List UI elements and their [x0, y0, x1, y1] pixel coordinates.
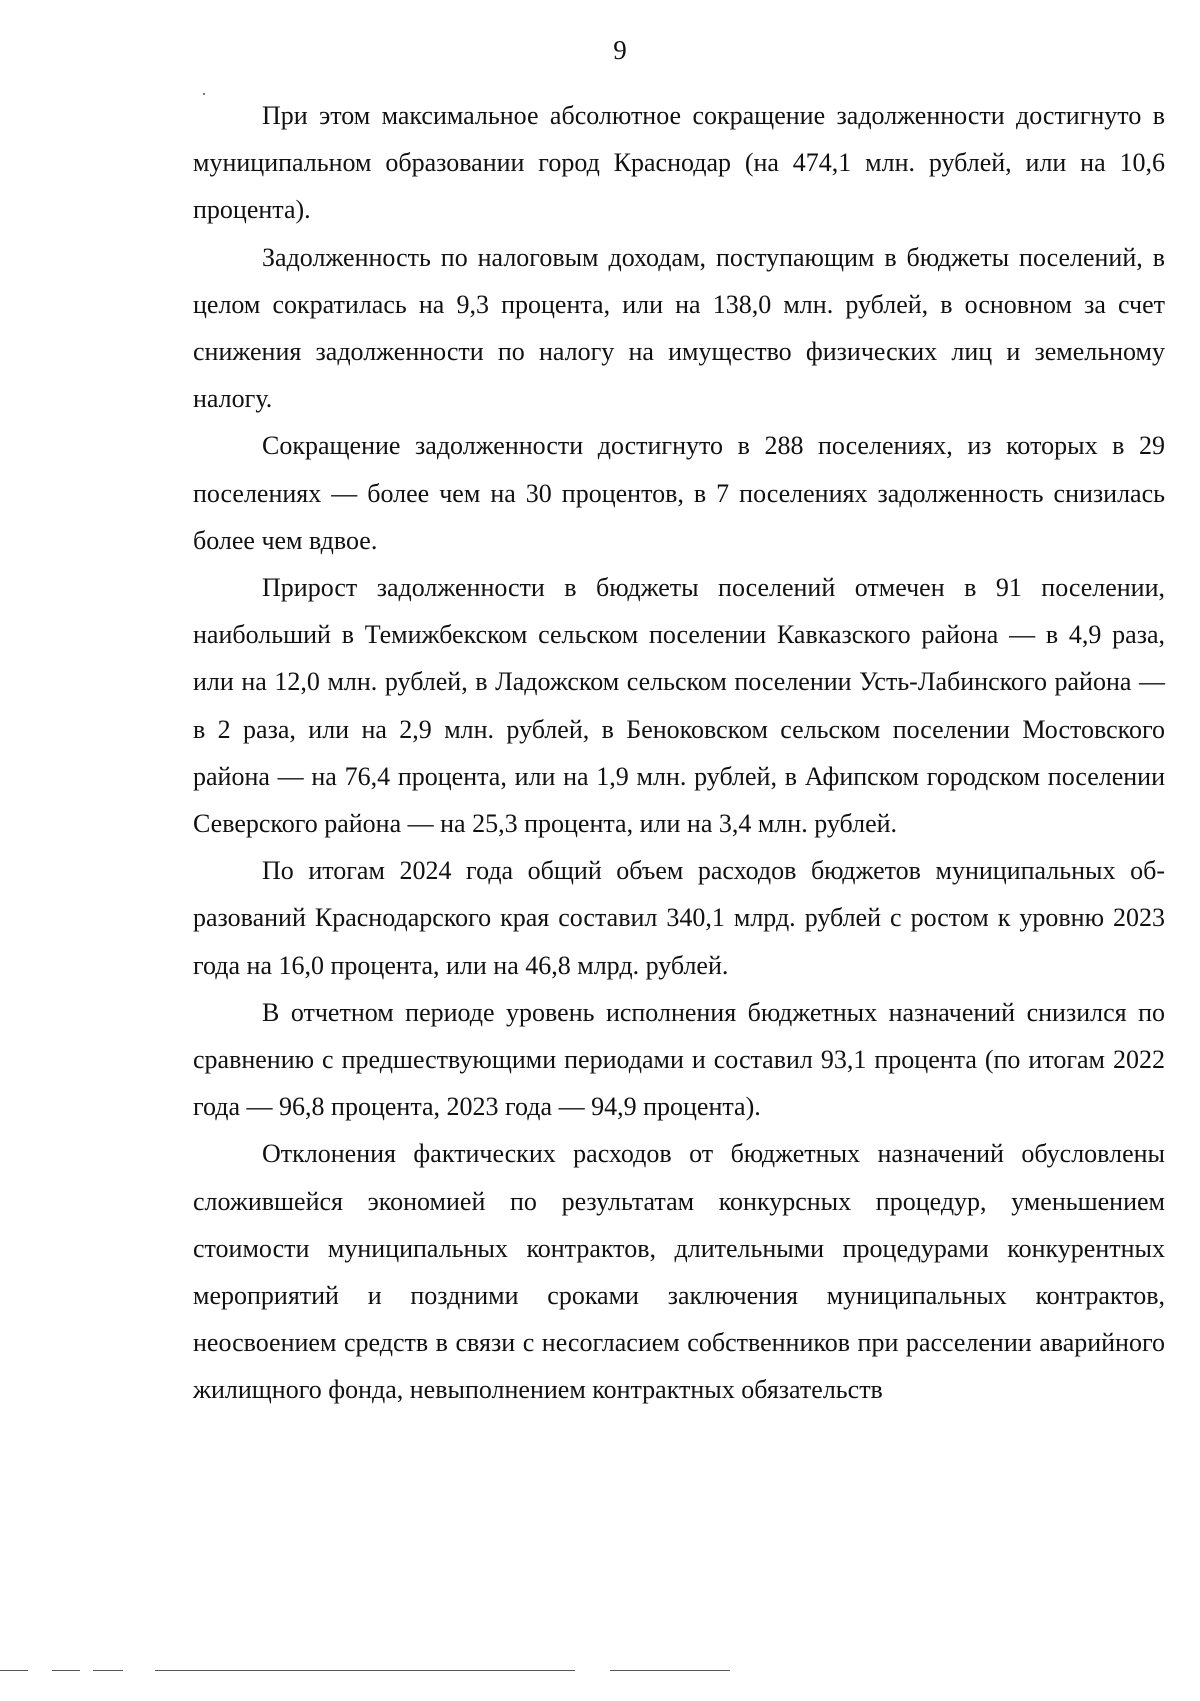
paragraph-2: Задолженность по налоговым доходам, поступающим в бюджеты поселений, в целом сократилась на 9,3 процента, или на 138,0 млн. рублей, в основном за счет снижения задолженности по налогу на имущество физических лиц и земельному налогу.: [193, 242, 1165, 414]
footer-rule-segment: [610, 1670, 730, 1671]
footer-rule-segment: [93, 1670, 123, 1671]
footer-rule-segment: [52, 1670, 80, 1671]
footer-rule-segment: [0, 1670, 28, 1671]
footer-rule-segment: [155, 1670, 575, 1671]
paragraph-3: Сокращение задолженности достигнуто в 288 поселениях, из которых в 29 поселениях — более чем на 30 процентов, в 7 поселениях задолженность снизилась более чем вдвое.: [193, 431, 1165, 555]
paragraph-5: По итогам 2024 года общий объем расходов бюджетов муниципальных образований Краснодарского края составил 340,1 млрд. рублей с ростом к уровню 2023 года на 16,0 процента, или на 46,8 млрд. рублей.: [193, 856, 1165, 980]
paragraph-6: В отчетном периоде уровень исполнения бюджетных назначений снизился по сравнению с предшествующими периодами и составил 93,1 процента (по итогам 2022 года — 96,8 процента, 2023 года — 94,9 процента).: [193, 997, 1165, 1122]
paragraph-7: Отклонения фактических расходов от бюджетных назначений обусловлены сложившейся экономией по результатам конкурсных процедур, уменьшением стоимости муниципальных контрактов, длительными процедурами конкурентных мероприятий и поздними сроками заключения муниципальных контрактов, неосвоением средств в связи с несогласием собственников при расселении аварийного жилищного фонда, невыполнением контрактных обязательств: [193, 1139, 1165, 1405]
page-number: 9: [613, 35, 627, 65]
paragraph-1: При этом максимальное абсолютное сокращение задолженности достигнуто в муниципальном образовании город Краснодар (на 474,1 млн. рублей, или на 10,6 процента).: [193, 101, 1165, 225]
paragraph-4: Прирост задолженности в бюджеты поселений отмечен в 91 поселении, наибольший в Темижбекском сельском поселении Кавказского района — в 4,9 раза, или на 12,0 млн. рублей, в Ладожском сельском поселении Усть-Лабинского района — в 2 раза, или на 2,9 млн. рублей, в Беноковском сельском поселении Мостовского района — на 76,4 процента, или на 1,9 млн. рублей, в Афипском городском поселении Северского района — на 25,3 процента, или на 3,4 млн. рублей.: [193, 573, 1165, 839]
body-text: [193, 92, 1165, 1414]
